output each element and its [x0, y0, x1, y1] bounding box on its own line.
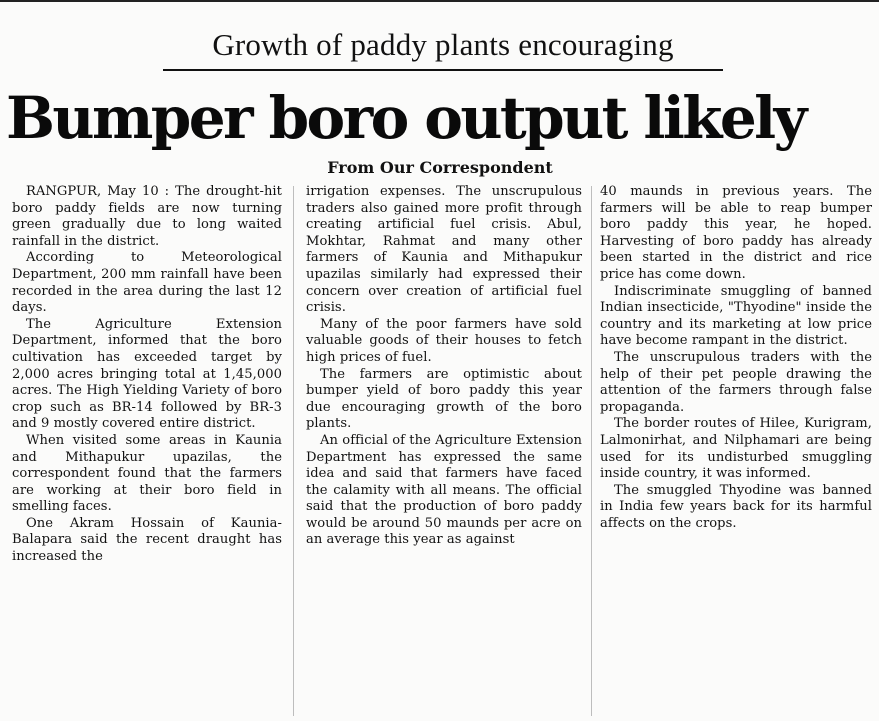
article-paragraph: irrigation expenses. The unscrupulous traders also gained more profit through creating artificial fuel crisis. Abul, Mokhtar, Rahmat and many other farmers of Kaunia and Mithapukur upazilas similarly had expressed their concern over creation of artificial fuel crisis.	[306, 184, 582, 316]
article-kicker: Growth of paddy plants encouraging	[212, 27, 674, 62]
article-paragraph: The farmers are optimistic about bumper yield of boro paddy this year due encouraging growth of the boro plants.	[306, 366, 582, 432]
article-column-1	[12, 184, 282, 566]
article-headline: Bumper boro output likely	[6, 84, 805, 152]
column-divider	[591, 186, 592, 716]
article-paragraph: RANGPUR, May 10 : The drought-hit boro paddy fields are now turning green gradually due to long waited rainfall in the district.	[12, 184, 282, 249]
article-column-3	[600, 184, 872, 532]
article-paragraph: Indiscriminate smuggling of banned Indian insecticide, "Thyodine" inside the country and its marketing at low price have become rampant in the district.	[600, 283, 872, 349]
top-border-rule	[0, 0, 879, 2]
article-paragraph: One Akram Hossain of Kaunia-Balapara said the recent draught has increased the	[12, 515, 282, 565]
kicker-underline	[163, 69, 723, 71]
column-divider	[293, 186, 294, 716]
article-paragraph: When visited some areas in Kaunia and Mithapukur upazilas, the correspondent found that the farmers are working at their boro field in smelling faces.	[12, 432, 282, 515]
article-paragraph: Many of the poor farmers have sold valuable goods of their houses to fetch high prices of fuel.	[306, 316, 582, 365]
article-paragraph: An official of the Agriculture Extension Department has expressed the same idea and said that farmers have faced the calamity with all means. The official said that the production of boro paddy would be around 50 maunds per acre on an average this year as against	[306, 432, 582, 548]
article-paragraph: The unscrupulous traders with the help of their pet people drawing the attention of the farmers through false propaganda.	[600, 349, 872, 415]
article-paragraph: The Agriculture Extension Department, informed that the boro cultivation has exceeded target by 2,000 acres bringing total at 1,45,000 acres. The High Yielding Variety of boro crop such as BR-14 followed by BR-3 and 9 mostly covered entire district.	[12, 316, 282, 432]
article-paragraph: 40 maunds in previous years. The farmers will be able to reap bumper boro paddy this year, he hoped. Harvesting of boro paddy has already been started in the district and rice price has come down.	[600, 184, 872, 282]
article-paragraph: The border routes of Hilee, Kurigram, Lalmonirhat, and Nilphamari are being used for its undisturbed smuggling inside country, it was informed.	[600, 416, 872, 482]
article-paragraph: According to Meteorological Department, 200 mm rainfall have been recorded in the area during the last 12 days.	[12, 250, 282, 316]
article-byline: From Our Correspondent	[327, 158, 553, 177]
article-column-2	[306, 184, 582, 549]
article-paragraph: The smuggled Thyodine was banned in India few years back for its harmful affects on the crops.	[600, 482, 872, 531]
